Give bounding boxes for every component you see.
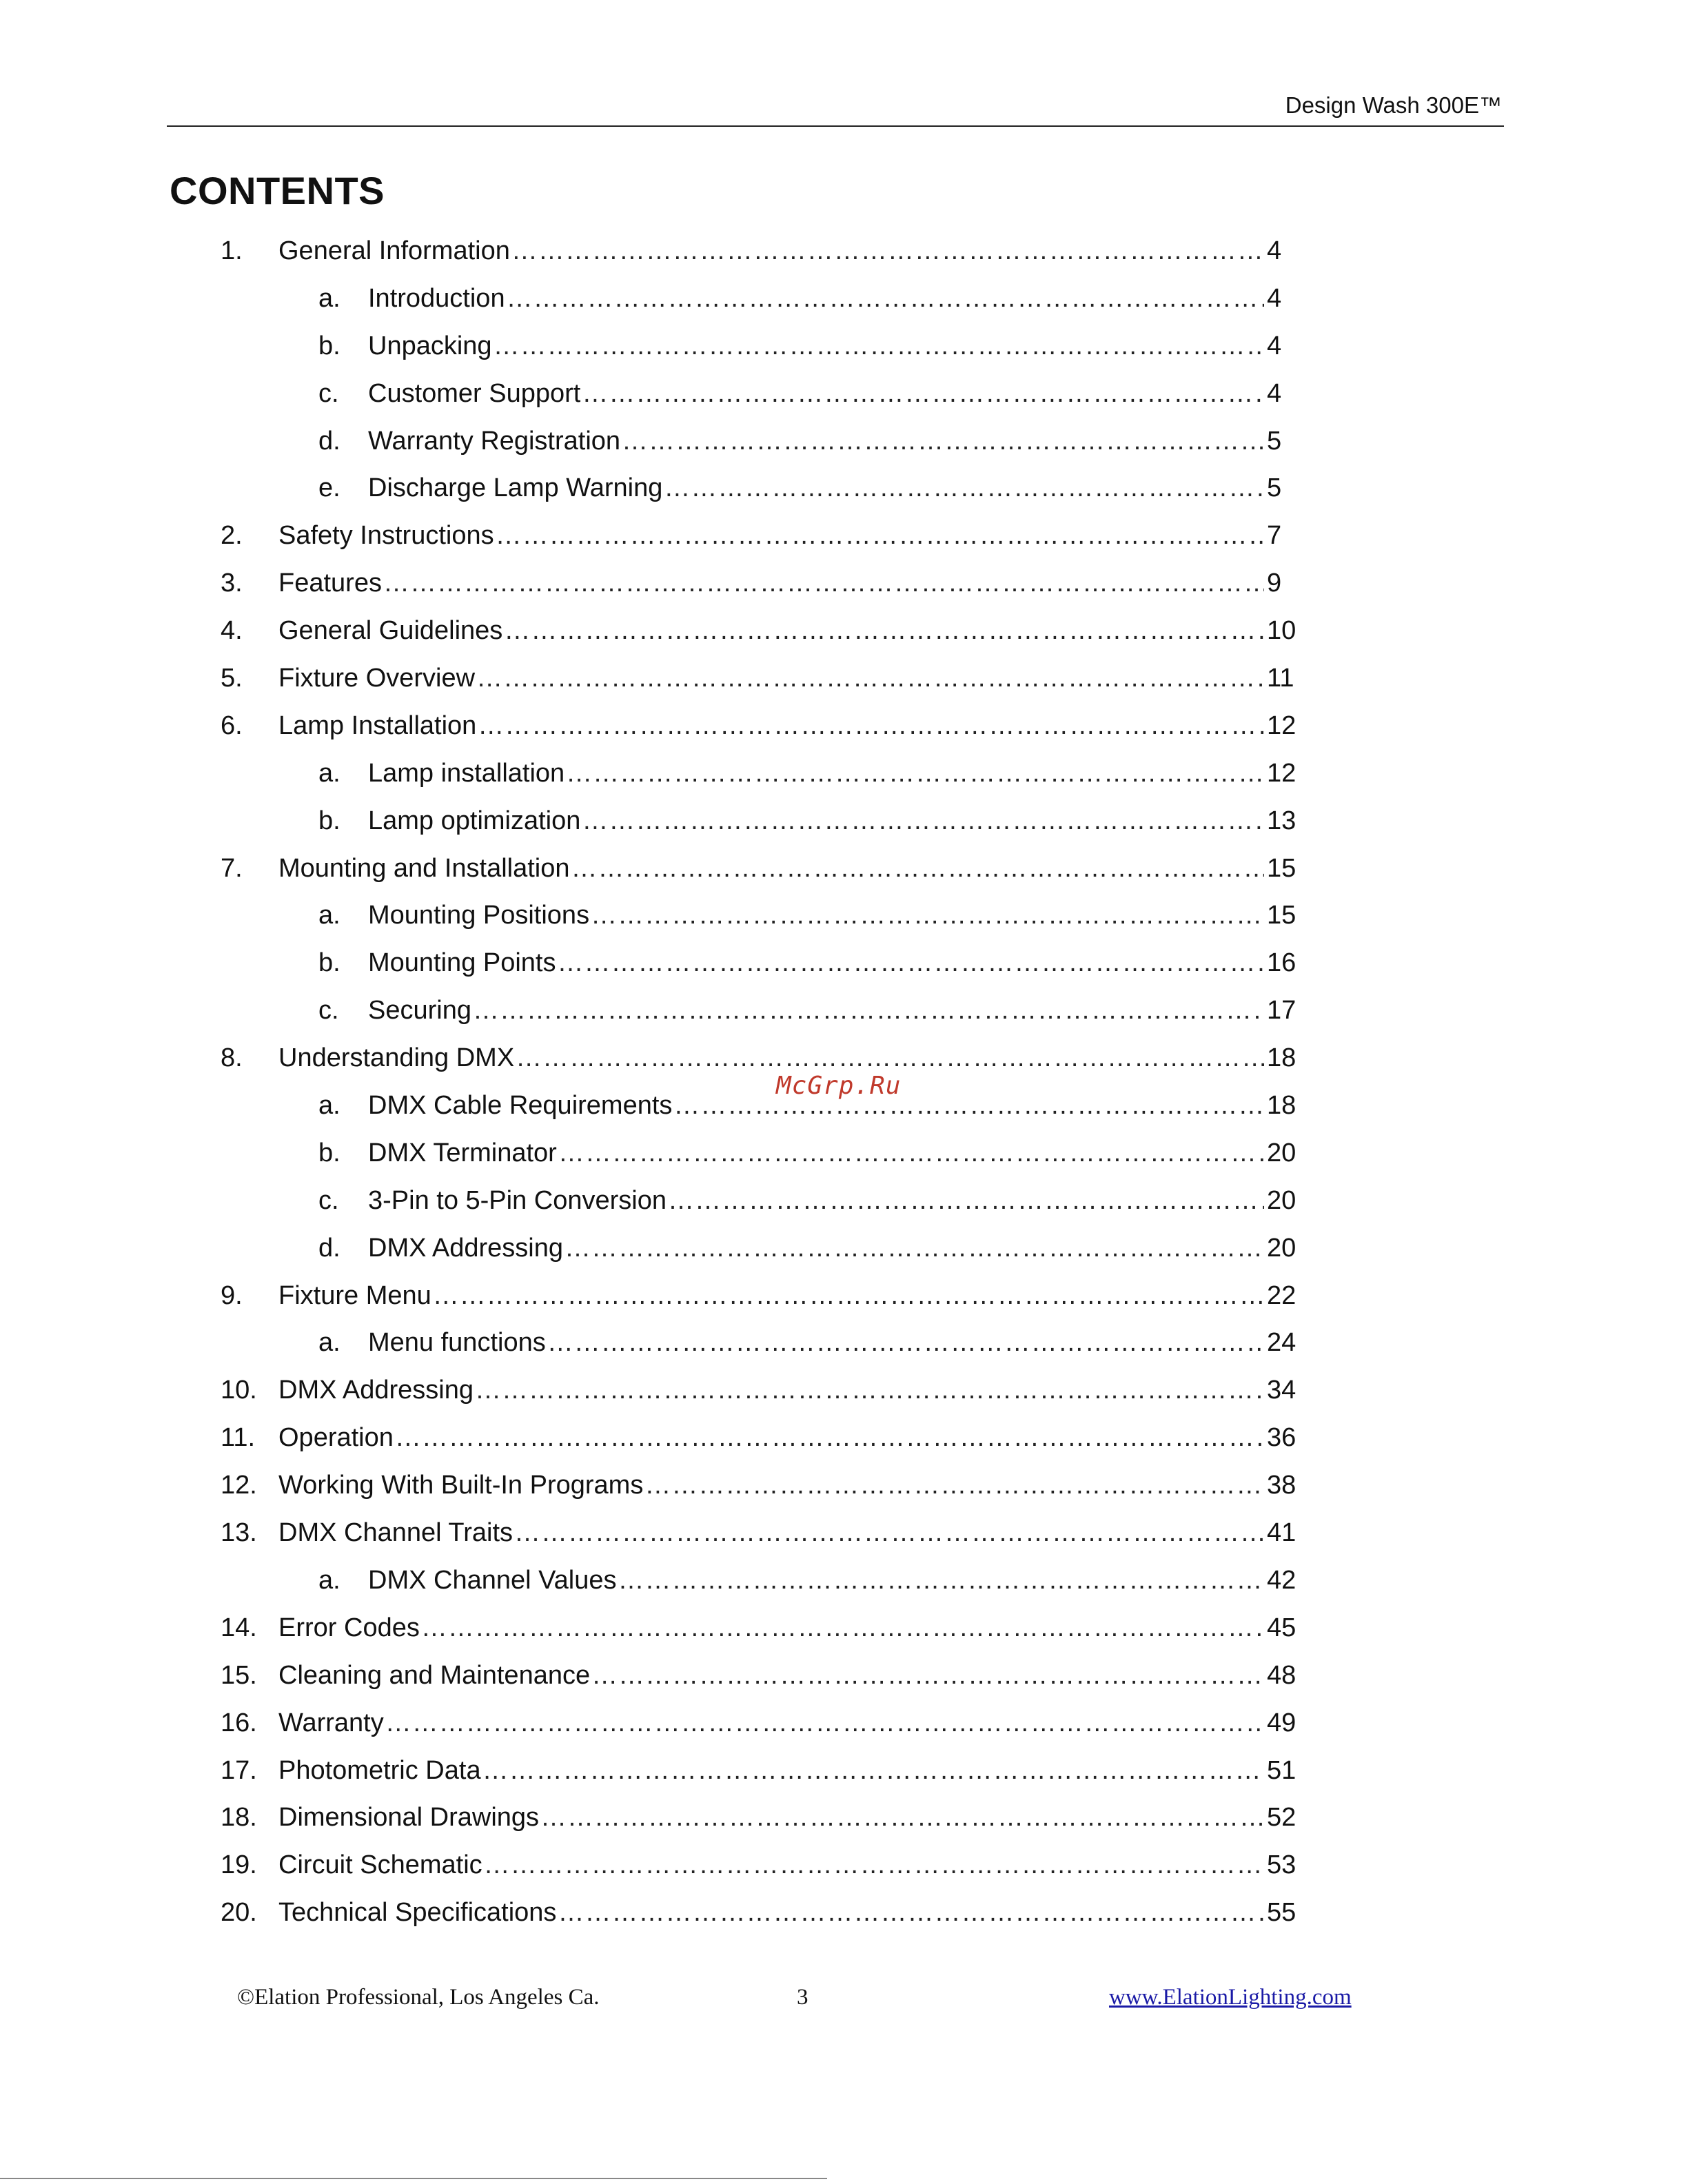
toc-entry-number: c. xyxy=(318,378,339,408)
toc-entry-page-number: 49 xyxy=(1267,1708,1296,1737)
toc-entry[interactable] xyxy=(0,1462,1688,1509)
toc-entry-label-with-leader xyxy=(368,1225,1264,1272)
toc-entry-label-with-leader xyxy=(278,702,1264,750)
toc-entry-page-number: 12 xyxy=(1267,711,1296,740)
toc-entry-number: a. xyxy=(318,1565,340,1595)
toc-subentry[interactable] xyxy=(0,750,1688,797)
toc-entry[interactable] xyxy=(0,1604,1688,1652)
toc-entry-label-with-leader xyxy=(278,1604,1264,1652)
toc-entry-label: Customer Support xyxy=(368,378,581,408)
toc-entry[interactable] xyxy=(0,1652,1688,1700)
toc-entry-number: a. xyxy=(318,283,340,313)
toc-entry-page-number: 18 xyxy=(1267,1091,1296,1121)
toc-entry-label: Discharge Lamp Warning xyxy=(368,473,663,503)
toc-subentry[interactable] xyxy=(0,465,1688,512)
toc-subentry[interactable] xyxy=(0,1177,1688,1225)
footer-page-number: 3 xyxy=(797,1985,809,2010)
toc-entry-label: DMX Addressing xyxy=(278,1376,474,1405)
toc-dot-leader xyxy=(673,1082,1264,1130)
toc-entry-label: Lamp Installation xyxy=(278,711,477,740)
toc-entry-label-with-leader xyxy=(278,1794,1264,1841)
toc-entry-page-number: 48 xyxy=(1267,1660,1296,1690)
toc-entry[interactable] xyxy=(0,607,1688,655)
toc-entry-label: DMX Terminator xyxy=(368,1138,557,1167)
toc-entry-label-with-leader xyxy=(278,1509,1264,1557)
toc-dot-leader xyxy=(582,370,1264,418)
toc-entry-page-number: 22 xyxy=(1267,1280,1296,1310)
toc-entry-page-number: 5 xyxy=(1267,473,1282,503)
toc-entry-number: 15. xyxy=(221,1660,257,1690)
toc-subentry[interactable] xyxy=(0,275,1688,323)
toc-entry-number: 18. xyxy=(221,1803,257,1833)
toc-dot-leader xyxy=(664,465,1264,512)
toc-entry-label: DMX Channel Traits xyxy=(278,1518,513,1548)
toc-entry-label: Securing xyxy=(368,996,471,1025)
toc-entry-number: c. xyxy=(318,1185,339,1215)
toc-entry-number: 2. xyxy=(221,521,243,551)
toc-entry-page-number: 15 xyxy=(1267,901,1296,930)
toc-entry-label-with-leader xyxy=(368,797,1264,845)
toc-entry-label: General Information xyxy=(278,236,510,265)
toc-subentry[interactable] xyxy=(0,1557,1688,1604)
toc-entry-page-number: 4 xyxy=(1267,236,1282,265)
toc-entry-number: 12. xyxy=(221,1471,257,1500)
toc-dot-leader xyxy=(433,1272,1264,1320)
toc-dot-leader xyxy=(668,1177,1264,1225)
toc-dot-leader xyxy=(475,1367,1264,1414)
toc-entry-label: Fixture Menu xyxy=(278,1280,431,1310)
toc-entry-label-with-leader xyxy=(278,845,1264,892)
toc-entry-label: DMX Channel Values xyxy=(368,1565,617,1595)
toc-entry[interactable] xyxy=(0,1414,1688,1462)
toc-entry-page-number: 36 xyxy=(1267,1423,1296,1453)
toc-entry[interactable] xyxy=(0,560,1688,607)
toc-entry-page-number: 5 xyxy=(1267,426,1282,456)
toc-entry-page-number: 4 xyxy=(1267,283,1282,313)
toc-entry-label-with-leader xyxy=(278,1747,1264,1795)
toc-entry-page-number: 34 xyxy=(1267,1376,1296,1405)
toc-entry-number: d. xyxy=(318,1233,340,1263)
toc-dot-leader xyxy=(478,702,1264,750)
toc-entry-number: e. xyxy=(318,473,340,503)
toc-dot-leader xyxy=(558,1130,1264,1177)
toc-entry-number: 6. xyxy=(221,711,243,740)
toc-entry-label: Mounting Points xyxy=(368,948,556,978)
toc-entry[interactable] xyxy=(0,1272,1688,1320)
toc-entry-label-with-leader xyxy=(278,1034,1264,1082)
toc-dot-leader xyxy=(383,560,1264,607)
toc-entry-page-number: 18 xyxy=(1267,1043,1296,1073)
footer-website-link[interactable]: www.ElationLighting.com xyxy=(1109,1985,1352,2010)
toc-entry-label: General Guidelines xyxy=(278,616,503,646)
toc-entry-label-with-leader xyxy=(368,1319,1264,1367)
contents-heading: CONTENTS xyxy=(170,169,385,212)
toc-dot-leader xyxy=(496,512,1264,560)
toc-entry-label-with-leader xyxy=(278,607,1264,655)
toc-entry-label: Lamp optimization xyxy=(368,806,581,835)
toc-entry-page-number: 42 xyxy=(1267,1565,1296,1595)
toc-entry-label: DMX Cable Requirements xyxy=(368,1091,673,1121)
toc-entry-label-with-leader xyxy=(278,227,1264,275)
toc-entry-label-with-leader xyxy=(278,1462,1264,1509)
toc-entry-label-with-leader xyxy=(368,465,1264,512)
toc-entry-number: c. xyxy=(318,996,339,1025)
toc-entry-number: 11. xyxy=(221,1423,256,1453)
toc-entry-number: 10. xyxy=(221,1376,257,1405)
toc-entry-label: Working With Built-In Programs xyxy=(278,1471,644,1500)
toc-entry-page-number: 7 xyxy=(1267,521,1282,551)
toc-dot-leader xyxy=(591,892,1264,939)
toc-entry-label: Lamp installation xyxy=(368,758,565,788)
toc-entry-label: 3-Pin to 5-Pin Conversion xyxy=(368,1185,667,1215)
toc-entry[interactable] xyxy=(0,1700,1688,1747)
toc-subentry[interactable] xyxy=(0,418,1688,465)
toc-subentry[interactable] xyxy=(0,987,1688,1034)
toc-entry-label-with-leader xyxy=(278,655,1264,702)
toc-entry-number: 3. xyxy=(221,569,243,598)
toc-dot-leader xyxy=(504,607,1264,655)
toc-entry[interactable] xyxy=(0,1367,1688,1414)
toc-entry-page-number: 17 xyxy=(1267,996,1296,1025)
toc-entry[interactable] xyxy=(0,512,1688,560)
toc-entry-label-with-leader xyxy=(278,1652,1264,1700)
toc-subentry[interactable] xyxy=(0,892,1688,939)
toc-entry[interactable] xyxy=(0,1794,1688,1841)
toc-dot-leader xyxy=(476,655,1264,702)
toc-entry-page-number: 12 xyxy=(1267,758,1296,788)
toc-dot-leader xyxy=(571,845,1264,892)
toc-dot-leader xyxy=(547,1319,1264,1367)
toc-entry-page-number: 13 xyxy=(1267,806,1296,835)
toc-entry-page-number: 41 xyxy=(1267,1518,1296,1548)
toc-entry-number: 19. xyxy=(221,1850,257,1880)
header-rule xyxy=(167,125,1504,127)
toc-dot-leader xyxy=(591,1652,1264,1700)
toc-entry-label-with-leader xyxy=(278,1841,1264,1889)
scan-edge-line xyxy=(0,2178,827,2179)
toc-entry-label-with-leader xyxy=(368,1557,1264,1604)
toc-entry-label-with-leader xyxy=(278,1700,1264,1747)
toc-entry-label: Understanding DMX xyxy=(278,1043,515,1073)
toc-entry-label: Introduction xyxy=(368,283,505,313)
toc-entry-page-number: 55 xyxy=(1267,1898,1296,1928)
toc-entry-page-number: 9 xyxy=(1267,569,1282,598)
toc-entry-label: Photometric Data xyxy=(278,1755,481,1785)
toc-entry-label: DMX Addressing xyxy=(368,1233,564,1263)
toc-entry-number: 4. xyxy=(221,616,243,646)
toc-dot-leader xyxy=(558,1889,1264,1937)
toc-entry-label: Operation xyxy=(278,1423,394,1453)
toc-dot-leader xyxy=(540,1794,1264,1841)
toc-entry-page-number: 16 xyxy=(1267,948,1296,978)
toc-entry-label: Menu functions xyxy=(368,1328,546,1358)
toc-subentry[interactable] xyxy=(0,939,1688,987)
toc-dot-leader xyxy=(622,418,1264,465)
toc-entry[interactable] xyxy=(0,227,1688,275)
toc-dot-leader xyxy=(421,1604,1264,1652)
toc-entry-number: b. xyxy=(318,1138,340,1167)
toc-dot-leader xyxy=(494,323,1264,370)
toc-entry-number: 13. xyxy=(221,1518,257,1548)
toc-entry-label: Unpacking xyxy=(368,331,492,360)
toc-entry[interactable] xyxy=(0,845,1688,892)
toc-entry-label: Warranty xyxy=(278,1708,384,1737)
toc-entry-label-with-leader xyxy=(278,560,1264,607)
toc-entry-label-with-leader xyxy=(368,750,1264,797)
toc-entry-label-with-leader xyxy=(368,1130,1264,1177)
document-header-title: Design Wash 300E™ xyxy=(1285,92,1502,118)
toc-entry-label-with-leader xyxy=(368,939,1264,987)
toc-entry-label: Mounting Positions xyxy=(368,901,590,930)
toc-entry-number: b. xyxy=(318,331,340,360)
toc-subentry[interactable] xyxy=(0,1319,1688,1367)
toc-entry-page-number: 15 xyxy=(1267,853,1296,883)
toc-entry-label: Mounting and Installation xyxy=(278,853,570,883)
toc-entry-number: 7. xyxy=(221,853,243,883)
toc-dot-leader xyxy=(558,939,1265,987)
toc-dot-leader xyxy=(566,750,1264,797)
toc-entry-number: 1. xyxy=(221,236,243,265)
toc-dot-leader xyxy=(565,1225,1264,1272)
toc-entry[interactable] xyxy=(0,1841,1688,1889)
toc-dot-leader xyxy=(514,1509,1264,1557)
toc-entry-label: Dimensional Drawings xyxy=(278,1803,540,1833)
toc-entry-page-number: 4 xyxy=(1267,331,1282,360)
toc-entry-label-with-leader xyxy=(368,418,1264,465)
toc-entry-label: Fixture Overview xyxy=(278,664,476,693)
toc-entry-label-with-leader xyxy=(368,275,1264,323)
toc-subentry[interactable] xyxy=(0,797,1688,845)
toc-entry[interactable] xyxy=(0,1747,1688,1795)
toc-entry-number: b. xyxy=(318,806,340,835)
toc-dot-leader xyxy=(395,1414,1264,1462)
toc-entry-label-with-leader xyxy=(368,987,1264,1034)
toc-entry-label-with-leader xyxy=(368,323,1264,370)
footer-copyright: ©Elation Professional, Los Angeles Ca. xyxy=(237,1985,600,2010)
toc-dot-leader xyxy=(582,797,1264,845)
toc-entry-number: 9. xyxy=(221,1280,243,1310)
toc-entry-page-number: 20 xyxy=(1267,1185,1296,1215)
toc-entry-number: a. xyxy=(318,901,340,930)
toc-subentry[interactable] xyxy=(0,1130,1688,1177)
toc-entry-number: 14. xyxy=(221,1613,257,1642)
toc-entry-label: Technical Specifications xyxy=(278,1898,557,1928)
toc-entry-number: 17. xyxy=(221,1755,257,1785)
toc-entry[interactable] xyxy=(0,1889,1688,1937)
toc-entry-number: 5. xyxy=(221,664,243,693)
toc-entry-label-with-leader xyxy=(368,1177,1264,1225)
toc-entry-page-number: 38 xyxy=(1267,1471,1296,1500)
toc-entry-page-number: 20 xyxy=(1267,1138,1296,1167)
toc-entry-number: 16. xyxy=(221,1708,257,1737)
toc-entry-page-number: 20 xyxy=(1267,1233,1296,1263)
toc-entry-label: Warranty Registration xyxy=(368,426,621,456)
toc-entry-page-number: 51 xyxy=(1267,1755,1296,1785)
toc-dot-leader xyxy=(473,987,1264,1034)
toc-entry-number: 20. xyxy=(221,1898,257,1928)
toc-entry-label-with-leader xyxy=(368,892,1264,939)
toc-entry-page-number: 45 xyxy=(1267,1613,1296,1642)
toc-entry[interactable] xyxy=(0,655,1688,702)
toc-entry-label: Error Codes xyxy=(278,1613,420,1642)
toc-entry-label: Features xyxy=(278,569,382,598)
toc-entry-label: Circuit Schematic xyxy=(278,1850,482,1880)
toc-entry-number: a. xyxy=(318,1091,340,1121)
toc-entry[interactable] xyxy=(0,1509,1688,1557)
toc-subentry[interactable] xyxy=(0,1225,1688,1272)
toc-entry-label: Safety Instructions xyxy=(278,521,494,551)
toc-entry-number: a. xyxy=(318,1328,340,1358)
toc-entry-label-with-leader xyxy=(278,1367,1264,1414)
toc-entry-label-with-leader xyxy=(278,1272,1264,1320)
toc-entry-label-with-leader xyxy=(368,370,1264,418)
toc-entry-page-number: 53 xyxy=(1267,1850,1296,1880)
toc-entry-page-number: 10 xyxy=(1267,616,1296,646)
toc-dot-leader xyxy=(511,227,1264,275)
toc-entry-label-with-leader xyxy=(278,512,1264,560)
toc-entry-number: d. xyxy=(318,426,340,456)
toc-dot-leader xyxy=(507,275,1264,323)
watermark-text: McGrp.Ru xyxy=(776,1072,902,1100)
toc-entry[interactable] xyxy=(0,702,1688,750)
toc-entry-page-number: 24 xyxy=(1267,1328,1296,1358)
toc-dot-leader xyxy=(484,1841,1264,1889)
toc-dot-leader xyxy=(482,1747,1264,1795)
toc-entry-number: 8. xyxy=(221,1043,243,1073)
toc-subentry[interactable] xyxy=(0,370,1688,418)
toc-entry-page-number: 11 xyxy=(1267,664,1294,693)
toc-dot-leader xyxy=(644,1462,1264,1509)
toc-entry-number: a. xyxy=(318,758,340,788)
toc-entry-label-with-leader xyxy=(278,1889,1264,1937)
toc-subentry[interactable] xyxy=(0,323,1688,370)
toc-dot-leader xyxy=(385,1700,1264,1747)
toc-entry-label: Cleaning and Maintenance xyxy=(278,1660,591,1690)
toc-entry-number: b. xyxy=(318,948,340,978)
toc-entry-label-with-leader xyxy=(278,1414,1264,1462)
toc-dot-leader xyxy=(618,1557,1264,1604)
toc-entry-page-number: 4 xyxy=(1267,378,1282,408)
toc-entry-page-number: 52 xyxy=(1267,1803,1296,1833)
